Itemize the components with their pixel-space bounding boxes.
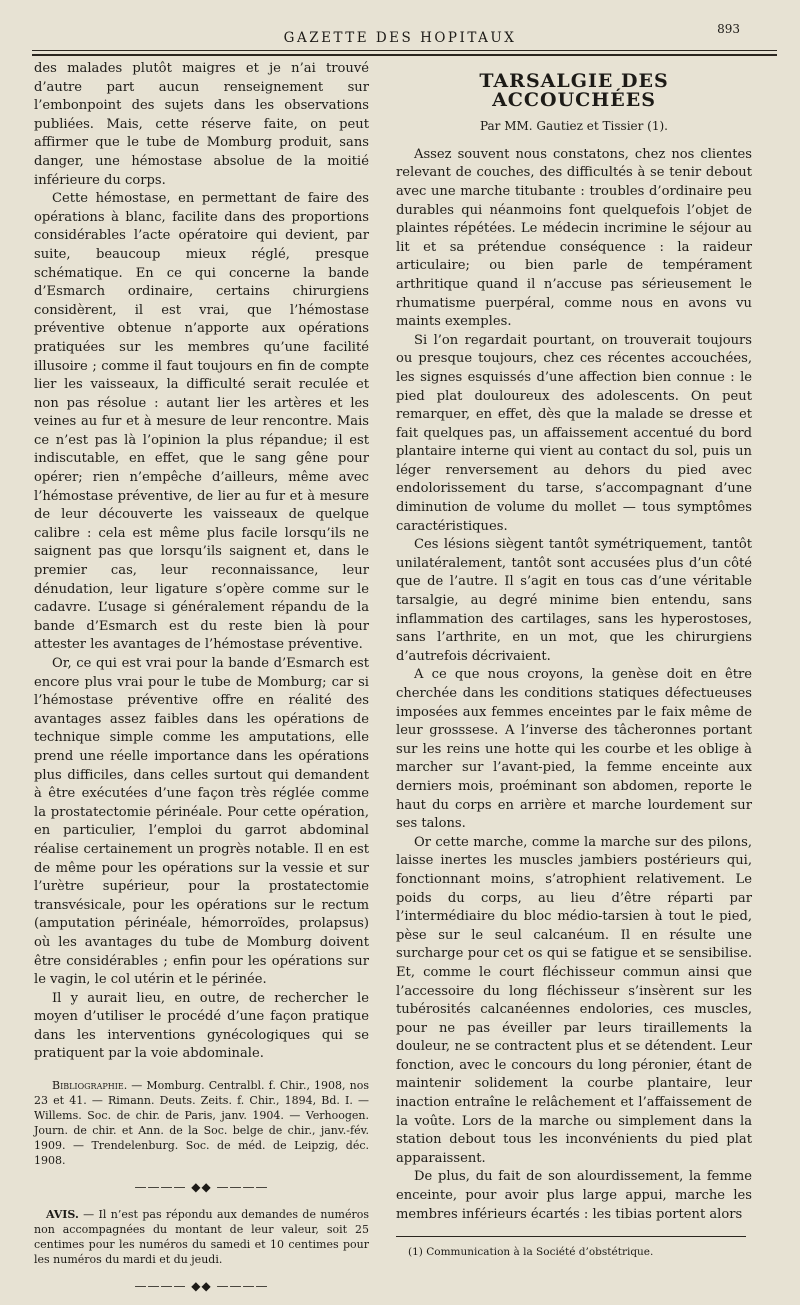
paragraph: Cette hémostase, en permettant de faire des opérations à blanc, facilite dans des proportions considérables l’acte opératoire qui devient, par suite, beaucoup mieux réglé, presque schématique. En ce qui concerne la bande d’Esmarch ordinaire, certains chirurgiens considèrent, il est vrai, que l’hémostase préventive obtenue n’apporte aux opérations pratiquées sur les membres qu’une facilité illusoire ; comme il faut toujours en fin de compte lier les vaisseaux, la difficulté serait reculée et non pas résolue : autant lier les artères et les veines au fur et à mesure de leur rencontre. Mais ce n’est pas là l’opinion la plus répandue; il est indiscutable, en effet, que le sang gêne pour opérer; rien n’empêche d’ailleurs, même avec l’hémostase préventive, de lier au fur et à mesure de leur découverte les vaisseaux de quelque calibre : cela est même plus facile lorsqu’ils ne saignent pas que lorsqu’ils saignent et, dans le premier cas, leur reconnaissance, leur dénudation, leur ligature s’opère comme sur le cadavre. L’usage si généralement répandu de la bande d’Esmarch est du reste bien là pour attester les avantages de l’hémostase préventive.	[34, 191, 369, 653]
left-column	[34, 60, 369, 1305]
header-rule	[32, 50, 777, 51]
ornament-divider: ———— ◆◆ ————	[134, 1180, 269, 1195]
footnote: (1) Communication à la Société d’obstétrique.	[408, 1246, 654, 1259]
right-column	[396, 66, 752, 1262]
header-rule-thick	[32, 54, 777, 56]
bibliography-label: Bibliographie.	[52, 1079, 128, 1093]
paragraph: De plus, du fait de son alourdissement, la femme enceinte, pour avoir plus large appui, marche les membres inférieurs écartés : les tibias portent alors	[396, 1169, 752, 1222]
notice-label: AVIS.	[46, 1207, 79, 1221]
paragraph: Ces lésions siègent tantôt symétriquement, tantôt unilatéralement, tantôt sont accusées plus d’un côté que de l’autre. Il s’agit en tous cas d’une véritable tarsalgie, au degré minime bien entendu, sans inflammation des cartilages, sans les hyperostoses, sans l’arthrite, en un mot, que les chirurgiens d’autrefois décrivaient.	[396, 537, 752, 664]
bibliography	[34, 1078, 369, 1168]
notice	[34, 1207, 369, 1267]
page-number: 893	[717, 22, 740, 36]
paragraph: des malades plutôt maigres et je n’ai trouvé d’autre part aucun renseignement sur l’embonpoint des sujets dans les observations publiées. Mais, cette réserve faite, on peut affirmer que le tube de Momburg produit, sans danger, une hémostase absolue de la moitié inférieure du corps.	[34, 61, 369, 188]
paragraph: Si l’on regardait pourtant, on trouverait toujours ou presque toujours, chez ces récentes accouchées, les signes esquissés d’une affection bien connue : le pied plat douloureux des adolescents. On peut remarquer, en effet, dès que la malade se dresse et fait quelques pas, un affaissement accentué du bord plantaire interne qui vient au contact du sol, puis un léger renversement au dehors du pied avec endolorissement du tarse, s’accompagnant d’une diminution de volume du mollet — tous symptômes caractéristiques.	[396, 332, 752, 534]
article-byline: Par MM. Gautiez et Tissier (1).	[479, 119, 668, 134]
ornament-divider-end: ———— ◆◆ ————	[134, 1278, 269, 1293]
journal-title: GAZETTE DES HOPITAUX	[283, 30, 517, 46]
notice-text: — Il n’est pas répondu aux demandes de numéros non accompagnées du montant de leur valeur, soit 25 centimes pour les numéros du samedi et 10 centimes pour les numéros du mardi et du jeudi.	[34, 1207, 369, 1266]
paragraph: Or cette marche, comme la marche sur des pilons, laisse inertes les muscles jambiers postérieurs qui, fonctionnant moins, s’atrophient relativement. Le poids du corps, au lieu d’être réparti par l’intermédiaire du bloc médio-tarsien à tout le pied, pèse sur le seul calcanéum. Il en résulte une surcharge pour cet os qui se fatigue et se sensibilise. Et, comme le court fléchisseur commun ainsi que l’accessoire du long fléchisseur s’insèrent sur les tubérosités calcanéennes endolories, ces muscles, pour ne pas éveiller par leurs tiraillements la douleur, ne se contractent plus et se détendent. Leur fonction, avec le concours du long péronier, étant de maintenir solidement la courbe plantaire, leur inaction entraîne le relâchement et l’affaissement de la voûte. Lors de la marche ou simplement dans la station debout tous les inconvénients du pied plat apparaissent.	[396, 834, 752, 1166]
paragraph: A ce que nous croyons, la genèse doit en être cherchée dans les conditions statiques défectueuses imposées aux femmes enceintes par le faix même de leur grosssese. A l’inverse des tâcheronnes portant sur les reins une hotte qui les courbe et les oblige à marcher sur l’avant-pied, la femme enceinte aux derniers mois, proéminant son abdomen, reporte le haut du corps en arrière et marche lourdement sur ses talons.	[396, 667, 752, 832]
paragraph: Il y aurait lieu, en outre, de rechercher le moyen d’utiliser le procédé d’une façon pratique dans les interventions gynécologiques qui se pratiquent par la voie abdominale.	[34, 990, 369, 1062]
article-title: TARSALGIE DES ACCOUCHÉES	[479, 70, 669, 111]
paragraph: Assez souvent nous constatons, chez nos clientes relevant de couches, des difficultés à se tenir debout avec une marche titubante : troubles d’ordinaire peu durables qui néanmoins font quelquefois l’objet de plaintes répétées. Le médecin incrimine le séjour au lit et sa prétendue conséquence : la raideur articulaire; ou bien parle de tempérament arthritique quand il n’accuse pas sérieusement le rhumatisme puerpéral, comme nous en avons vu maints exemples.	[396, 146, 752, 330]
paragraph: Or, ce qui est vrai pour la bande d’Esmarch est encore plus vrai pour le tube de Momburg; car si l’hémostase préventive offre en réalité des avantages assez faibles dans les opérations de technique simple comme les amputations, elle prend une réelle importance dans les opérations plus difficiles, dans celles surtout qui demandent à être exécutées d’une façon très réglée comme la prostatectomie périnéale. Pour cette opération, en particulier, l’emploi du garrot abdominal réalise certainement un progrès notable. Il en est de même pour les opérations sur la vessie et sur l’urètre supérieur, pour la prostatectomie transvésicale, pour les opérations sur le rectum (amputation périnéale, hémorroïdes, prolapsus) où les avantages du tube de Momburg doivent être considérables ; enfin pour les opérations sur le vagin, le col utérin et le périnée.	[34, 656, 369, 988]
bibliography-text: — Momburg. Centralbl. f. Chir., 1908, nos 23 et 41. — Rimann. Deuts. Zeits. f. Chir., 1894, Bd. I. — Willems. Soc. de chir. de Paris, janv. 1904. — Verhoogen. Journ. de chir. et Ann. de la Soc. belge de chir., janv.-fév. 1909. — Trendelenburg. Soc. de méd. de Leipzig, déc. 1908.	[34, 1079, 369, 1168]
footnote-rule	[396, 1236, 746, 1237]
